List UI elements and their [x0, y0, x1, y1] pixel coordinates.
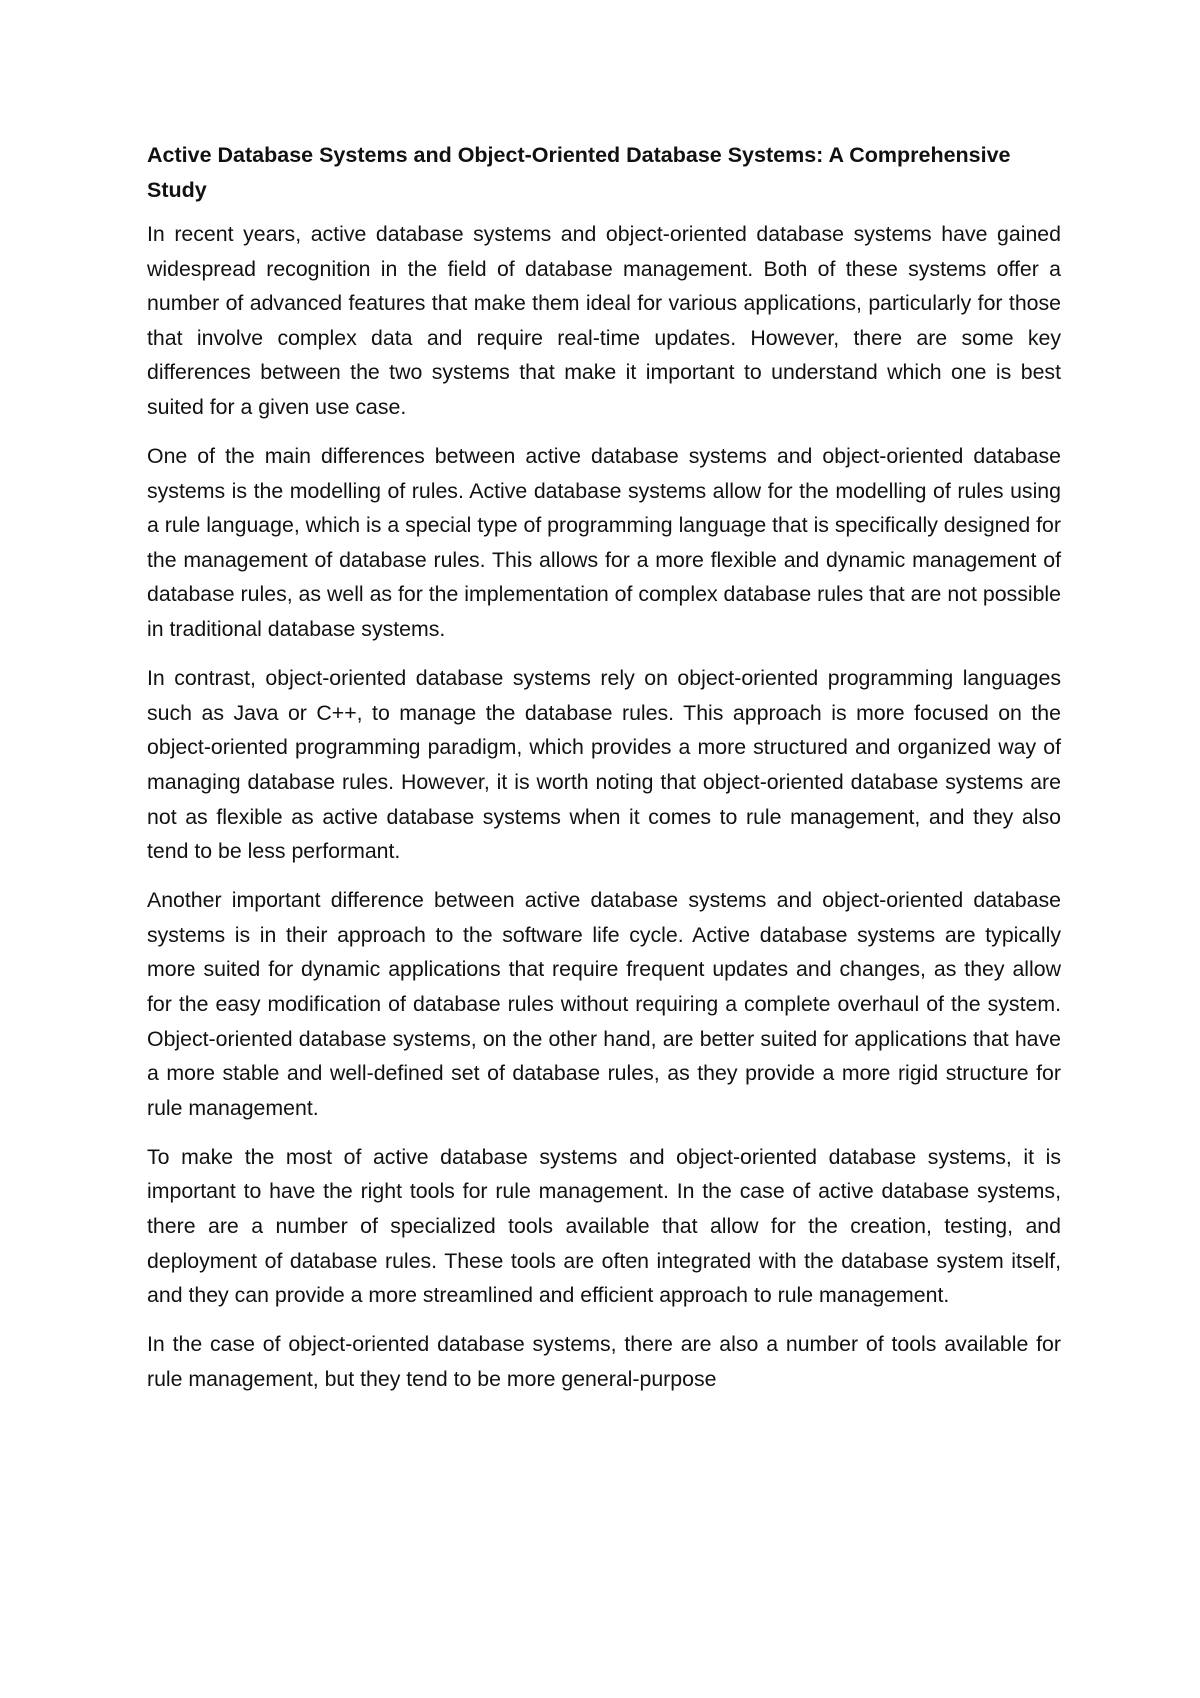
paragraph-6: In the case of object-oriented database systems, there are also a number of tools available for rule management, but they tend to be more general-purpose	[147, 1332, 1061, 1391]
paragraph-1: In recent years, active database systems and object-oriented database systems have gained widespread recognition in the field of database management. Both of these systems offer a number of advanced features that make them ideal for various applications, particularly for those that involve complex data and require real-time updates. However, there are some key differences between the two systems that make it important to understand which one is best suited for a given use case.	[147, 222, 1061, 419]
document-body	[147, 138, 1061, 1411]
paragraph-3: In contrast, object-oriented database systems rely on object-oriented programming languages such as Java or C++, to manage the database rules. This approach is more focused on the object-oriented programming paradigm, which provides a more structured and organized way of managing database rules. However, it is worth noting that object-oriented database systems are not as flexible as active database systems when it comes to rule management, and they also tend to be less performant.	[147, 666, 1061, 864]
paragraph-2: One of the main differences between active database systems and object-oriented database systems is the modelling of rules. Active database systems allow for the modelling of rules using a rule language, which is a special type of programming language that is specifically designed for the management of database rules. This allows for a more flexible and dynamic management of database rules, as well as for the implementation of complex database rules that are not possible in traditional database systems.	[147, 444, 1061, 642]
paragraph-4: Another important difference between active database systems and object-oriented database systems is in their approach to the software life cycle. Active database systems are typically more suited for dynamic applications that require frequent updates and changes, as they allow for the easy modification of database rules without requiring a complete overhaul of the system. Object-oriented database systems, on the other hand, are better suited for applications that have a more stable and well-defined set of database rules, as they provide a more rigid structure for rule management.	[147, 888, 1061, 1120]
paragraph-5: To make the most of active database systems and object-oriented database systems, it is important to have the right tools for rule management. In the case of active database systems, there are a number of specialized tools available that allow for the creation, testing, and deployment of database rules. These tools are often integrated with the database system itself, and they can provide a more streamlined and efficient approach to rule management.	[147, 1144, 1061, 1308]
document-title: Active Database Systems and Object-Oriented Database Systems: A Comprehensive Study	[147, 143, 1011, 202]
